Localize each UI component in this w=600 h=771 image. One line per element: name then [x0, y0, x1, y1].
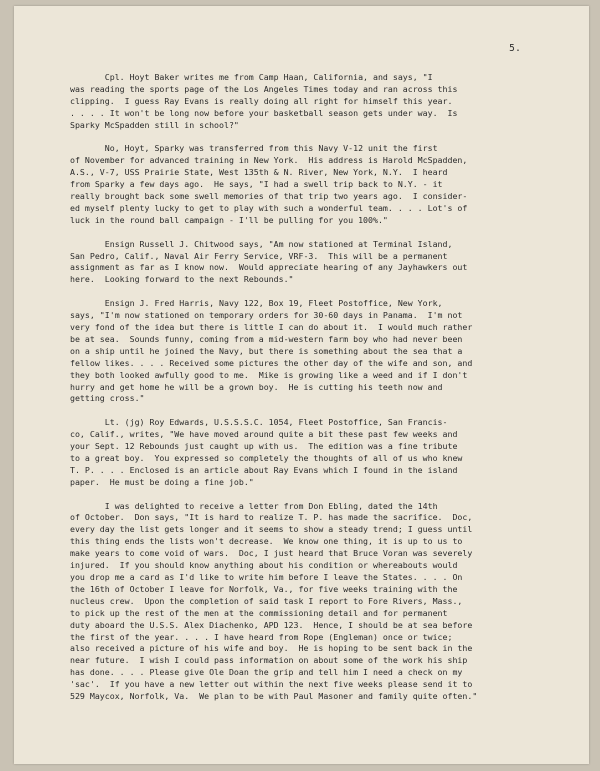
paragraph [70, 143, 543, 226]
text-line: . . . . It won't be long now before your basketball season gets under way. Is [70, 107, 458, 118]
text-line: has done. . . . Please give Ole Doan the grip and tell him I need a check on my [70, 667, 463, 678]
text-line: this thing ends the lists won't decrease. We know one thing, it is up to us to [70, 536, 463, 547]
text-line: they both looked awfully good to me. Mike is growing like a weed and if I don't [70, 369, 468, 380]
text-line: from Sparky a few days ago. He says, "I had a swell trip back to N.Y. - it [70, 179, 443, 190]
text-line: be at sea. Sounds funny, coming from a mid-western farm boy who had never been [70, 333, 463, 344]
text-line: really brought back some swell memories of that trip two years ago. I consider- [70, 191, 468, 202]
text-line: every day the list gets longer and it seems to show a steady trend; I guess until [70, 524, 473, 535]
text-line: A.S., V-7, USS Prairie State, West 135th & N. River, New York, N.Y. I heard [70, 167, 448, 178]
text-line: nucleus crew. Upon the completion of said task I report to Fore Rivers, Mass., [70, 595, 463, 606]
paragraph [70, 298, 543, 405]
text-line: your Sept. 12 Rebounds just caught up with us. The edition was a fine tribute [70, 441, 458, 452]
page-number: 5. [509, 43, 521, 54]
text-line: says, "I'm now stationed on temporary orders for 30-60 days in Panama. I'm not [70, 310, 463, 321]
text-line: assignment as far as I know now. Would appreciate hearing of any Jayhawkers out [70, 262, 468, 273]
text-line: No, Hoyt, Sparky was transferred from this Navy V-12 unit the first [70, 143, 438, 154]
text-line: also received a picture of his wife and boy. He is hoping to be sent back in the [70, 643, 473, 654]
text-line: Cpl. Hoyt Baker writes me from Camp Haan, California, and says, "I [70, 72, 433, 82]
text-line: injured. If you should know anything about his condition or whereabouts would [70, 560, 458, 571]
text-line: very fond of the idea but there is little I can do about it. I would much rather [70, 321, 473, 332]
text-line: I was delighted to receive a letter from Don Ebling, dated the 14th [70, 500, 438, 511]
text-line: you drop me a card as I'd like to write him before I leave the States. . . . On [70, 571, 463, 582]
text-line: co, Calif., writes, "We have moved around quite a bit these past few weeks and [70, 429, 458, 440]
text-line: duty aboard the U.S.S. Alex Diachenko, APD 123. Hence, I should be at sea before [70, 619, 473, 630]
text-line: to pick up the rest of the men at the commissioning detail and for permanent [70, 607, 448, 618]
text-line: Lt. (jg) Roy Edwards, U.S.S.S.C. 1054, Fleet Postoffice, San Francis- [70, 417, 448, 428]
text-line: near future. I wish I could pass information on about some of the work his ship [70, 655, 468, 666]
text-line: getting cross." [70, 393, 145, 404]
text-line: fellow likes. . . . Received some pictures the other day of the wife and son, and [70, 357, 473, 368]
paragraph [70, 501, 543, 703]
text-line: paper. He must be doing a fine job." [70, 476, 254, 487]
text-line: the 16th of October I leave for Norfolk, Va., for five weeks training with the [70, 583, 458, 594]
text-line: 'sac'. If you have a new letter out within the next five weeks please send it to [70, 679, 473, 690]
text-line: T. P. . . . Enclosed is an article about Ray Evans which I found in the island [70, 464, 458, 475]
text-line: Ensign Russell J. Chitwood says, "Am now stationed at Terminal Island, [70, 238, 453, 249]
text-line: clipping. I guess Ray Evans is really doing all right for himself this year. [70, 95, 453, 106]
paragraph [70, 417, 543, 488]
text-line: luck in the round ball campaign - I'll be pulling for you 100%." [70, 214, 388, 225]
text-line: Sparky McSpadden still in school?" [70, 119, 239, 130]
text-line: of November for advanced training in New York. His address is Harold McSpadden, [70, 155, 468, 166]
paragraph [70, 239, 543, 287]
text-line: ed myself plenty lucky to get to play with such a wonderful team. . . . Lot's of [70, 202, 468, 213]
paragraph [70, 72, 543, 132]
text-line: make years to come void of wars. Doc, I just heard that Bruce Voran was severely [70, 548, 473, 559]
text-line: 529 Maycox, Norfolk, Va. We plan to be with Paul Masoner and family quite often." [70, 691, 478, 702]
text-line: here. Looking forward to the next Rebounds." [70, 274, 294, 285]
text-line: the first of the year. . . . I have heard from Rope (Engleman) once or twice; [70, 631, 453, 642]
text-line: on a ship until he joined the Navy, but there is something about the sea that a [70, 345, 463, 356]
letter-body [70, 72, 543, 715]
text-line: hurry and get home he will be a grown boy. He is cutting his teeth now and [70, 381, 443, 392]
text-line: Ensign J. Fred Harris, Navy 122, Box 19, Fleet Postoffice, New York, [70, 298, 443, 309]
text-line: San Pedro, Calif., Naval Air Ferry Service, VRF-3. This will be a permanent [70, 250, 448, 261]
document-page [14, 6, 589, 764]
text-line: was reading the sports page of the Los Angeles Times today and ran across this [70, 83, 458, 94]
text-line: to a great boy. You expressed so completely the thoughts of all of us who knew [70, 452, 463, 463]
text-line: of October. Don says, "It is hard to realize T. P. has made the sacrifice. Doc, [70, 512, 473, 523]
